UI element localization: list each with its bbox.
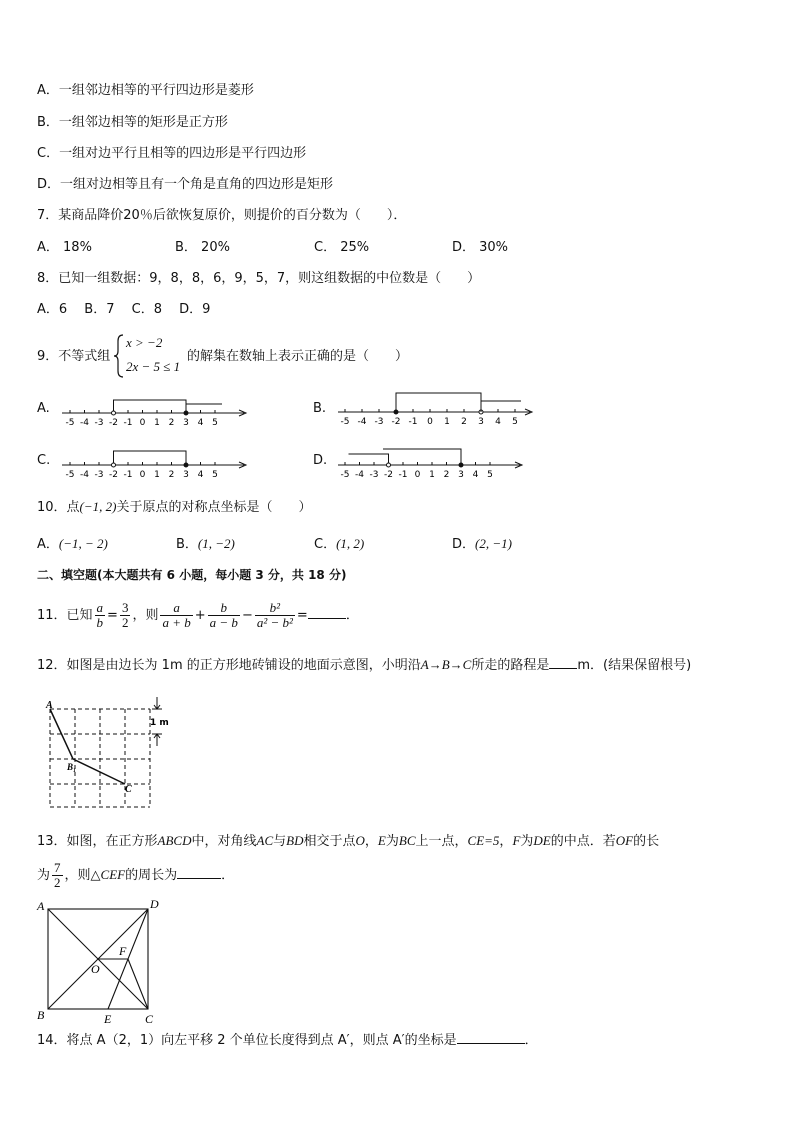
q13-period: ． [221, 868, 235, 883]
number-line-b [336, 385, 536, 429]
q14-answer-blank[interactable] [457, 1030, 525, 1044]
q10-option-a-label: A． [37, 537, 59, 552]
q13-t3: 与 [273, 834, 287, 849]
tick-label: 1 [444, 417, 450, 427]
q11-answer-blank[interactable] [308, 605, 346, 619]
q10-option-a-value: (−1, − 2) [58, 536, 108, 551]
q12-stem-a: 12．如图是由边长为 1m 的正方形地砖铺设的地面示意图，小明沿 [37, 658, 421, 673]
q11-frac-ab-num: a [96, 600, 104, 615]
q9-label-c: C. [37, 453, 51, 468]
tick-label: -1 [408, 417, 418, 427]
q13-label-d: D [150, 897, 159, 911]
q13-t2: 中，对角线 [191, 834, 257, 849]
q9-prefix: 9．不等式组 [37, 349, 111, 364]
number-line-d [336, 445, 526, 481]
q11-frac-3 [160, 601, 192, 630]
q13-t6: 为 [385, 834, 399, 849]
tick-label: 3 [183, 418, 189, 428]
q12-path-line [50, 709, 125, 784]
q13-e: E [377, 833, 386, 848]
tick-label: -1 [123, 470, 133, 480]
q11-frac-32 [120, 601, 131, 630]
tick-label: -2 [109, 418, 118, 428]
q13-bd: BD [286, 833, 304, 848]
q13-de: DE [533, 833, 551, 848]
q10-option-d-value: (2, −1) [475, 536, 512, 551]
q11-frac-ab [95, 601, 106, 630]
q13-t12: 为 [37, 868, 51, 883]
q13-of: OF [615, 833, 634, 848]
tick-label: -3 [369, 470, 379, 480]
tick-label: -1 [123, 418, 133, 428]
tick-label: 5 [212, 470, 218, 480]
open-point [387, 463, 391, 467]
tick-label: -1 [398, 470, 408, 480]
q7-option-d: D． 30% [452, 240, 509, 255]
q13-t8: ， [499, 834, 513, 849]
solution-ray [186, 404, 222, 413]
q11-prefix: 11．已知 [37, 608, 93, 623]
tick-label: -3 [374, 417, 384, 427]
tick-label: 1 [154, 418, 160, 428]
solution-range [396, 393, 481, 412]
tick-label: 3 [478, 417, 484, 427]
solution-range [114, 451, 187, 465]
q13-segment-fc [128, 959, 148, 1009]
q6-option-c: C．一组对边平行且相等的四边形是平行四边形 [37, 146, 307, 161]
tick-label: 4 [495, 417, 501, 427]
q12-answer-blank[interactable] [549, 655, 577, 669]
q6-option-d: D．一组对边相等且有一个角是直角的四边形是矩形 [37, 177, 334, 192]
tick-label: 3 [458, 470, 464, 480]
tick-label: -5 [340, 470, 350, 480]
q13-t10: 的中点．若 [550, 834, 616, 849]
solution-ray [383, 449, 461, 465]
tick-label: 2 [461, 417, 467, 427]
closed-point [459, 463, 463, 467]
tick-label: -2 [391, 417, 401, 427]
q10-option-c-label: C． [314, 537, 337, 552]
q9-suffix: 的解集在数轴上表示正确的是（ ） [187, 349, 409, 364]
tick-label: -5 [340, 417, 350, 427]
q10-option-d [452, 535, 512, 554]
q7-option-a: A． 18% [37, 240, 92, 255]
section-heading: 二、填空题(本大题共有 6 小题，每小题 3 分，共 18 分) [37, 568, 347, 582]
q13-t13: ，则 [64, 868, 91, 883]
q13-line2 [37, 858, 234, 894]
tick-label: 5 [212, 418, 218, 428]
tick-label: -2 [109, 470, 118, 480]
q10-point: (−1, 2) [79, 499, 117, 514]
q12-stem-c: m．(结果保留根号) [577, 658, 692, 673]
q9-ineq-1: x > −2 [126, 335, 163, 350]
q12-stem [37, 655, 691, 675]
tick-label: -5 [65, 470, 75, 480]
q12-path: A→B→C [420, 657, 472, 672]
q11-frac-3-den: a + b [162, 615, 191, 630]
q10-option-b-label: B． [176, 537, 198, 552]
q13-frac [52, 861, 63, 890]
q13-label-e: E [104, 1012, 112, 1025]
tick-label: 0 [139, 418, 146, 428]
q11-frac-3-num: a [160, 601, 192, 616]
q13-square-figure [36, 897, 166, 1025]
q11-plus: + [194, 608, 206, 623]
tick-label: -3 [94, 418, 104, 428]
q10-option-b-value: (1, −2) [197, 536, 235, 551]
q13-frac-den: 2 [54, 875, 61, 890]
tick-label: 5 [487, 470, 493, 480]
q13-tri: △CEF [90, 867, 126, 882]
q13-t5: ， [364, 834, 378, 849]
q13-t9: 为 [520, 834, 534, 849]
tick-label: 2 [168, 418, 175, 428]
open-point [112, 463, 116, 467]
q13-bc: BC [398, 833, 416, 848]
tick-label: 5 [512, 417, 518, 427]
q11-frac-4 [208, 601, 240, 630]
solution-ray [349, 454, 389, 465]
q12-stem-b: 所走的路程是 [471, 658, 550, 673]
q8-stem: 8．已知一组数据：9，8，8，6，9，5，7，则这组数据的中位数是（ ） [37, 271, 481, 286]
q13-label-o: O [91, 962, 100, 976]
q13-t1: 13．如图，在正方形 [37, 834, 158, 849]
q10-stem [37, 498, 312, 517]
tick-label: -5 [65, 418, 75, 428]
q13-label-a: A [37, 899, 45, 913]
tick-label: 4 [472, 470, 479, 480]
q13-abcd: ABCD [157, 833, 192, 848]
q9-label-a: A. [37, 401, 50, 416]
q13-o: O [355, 833, 365, 848]
q13-frac-num: 7 [54, 860, 61, 875]
q13-line1 [37, 832, 659, 851]
q13-t11: 的长 [633, 834, 660, 849]
q11-frac-4-den: a − b [209, 615, 238, 630]
q11-mid: ，则 [132, 608, 159, 623]
q8-options: A．6 B．7 C．8 D．9 [37, 302, 211, 317]
q13-f: F [512, 833, 521, 848]
q13-ce5: CE=5 [467, 833, 500, 848]
tick-label: -3 [94, 470, 104, 480]
q11-period: ． [345, 608, 359, 623]
q13-t7: 上一点， [415, 834, 468, 849]
tick-label: 1 [154, 470, 160, 480]
q12-label-b: B₁ [67, 762, 77, 772]
q13-label-c: C [145, 1012, 154, 1025]
q9-label-b: B. [313, 401, 327, 416]
tick-label: -4 [357, 417, 367, 427]
q11-minus: − [241, 608, 253, 623]
tick-label: 2 [168, 470, 175, 480]
tick-label: -4 [80, 470, 89, 480]
closed-point [184, 463, 188, 467]
tick-label: 4 [197, 470, 204, 480]
tick-label: -4 [355, 470, 364, 480]
q11-frac-5-den: a² − b² [256, 615, 293, 630]
q6-option-a: A．一组邻边相等的平行四边形是菱形 [37, 83, 254, 98]
q14-stem: 14．将点 A（2，1）向左平移 2 个单位长度得到点 A′，则点 A′的坐标是 [37, 1033, 457, 1048]
number-line-c [60, 445, 250, 481]
q9-ineq-2: 2x − 5 ≤ 1 [126, 359, 181, 374]
q7-stem: 7．某商品降价20％后欲恢复原价，则提价的百分数为（ ）． [37, 208, 407, 223]
tick-label: 0 [139, 470, 146, 480]
q11-frac-ab-den: b [96, 615, 104, 630]
q12-label-c: C [125, 784, 132, 795]
q7-option-c: C． 25% [314, 240, 370, 255]
q12-label-a: A [46, 700, 53, 711]
q11-frac-5 [255, 601, 295, 630]
q11-frac-32-num: 3 [121, 600, 129, 615]
q6-option-b: B．一组邻边相等的矩形是正方形 [37, 115, 228, 130]
q12-grid [50, 709, 150, 807]
tick-label: 3 [183, 470, 189, 480]
q12-grid-figure [40, 694, 170, 814]
tick-label: -4 [80, 418, 89, 428]
tick-label: 1 [429, 470, 435, 480]
q10-prefix: 10．点 [37, 500, 80, 515]
q13-label-f: F [119, 944, 127, 958]
open-point [112, 411, 116, 415]
q13-t14: 的周长为 [125, 868, 178, 883]
tick-label: 0 [414, 470, 421, 480]
q12-unit-label: 1 m [150, 718, 169, 728]
q14-period: ． [524, 1033, 538, 1048]
tick-label: 0 [427, 417, 433, 427]
q10-option-c [314, 535, 364, 554]
q11-frac-5-num: b² [255, 601, 295, 616]
q13-ac: AC [256, 833, 274, 848]
q10-option-b [176, 535, 235, 554]
closed-point [394, 410, 398, 414]
tick-label: -2 [384, 470, 393, 480]
q13-answer-blank[interactable] [177, 865, 221, 879]
q14 [37, 1030, 538, 1050]
solution-range [114, 400, 187, 413]
q11-frac-4-num: b [208, 601, 240, 616]
q7-option-b: B． 20% [175, 240, 230, 255]
brace-icon [113, 333, 125, 379]
q10-option-a [37, 535, 108, 554]
q10-option-c-value: (1, 2) [336, 536, 365, 551]
q9-label-d: D. [313, 453, 328, 468]
number-line-a [60, 393, 250, 429]
tick-label: 2 [443, 470, 450, 480]
q11-frac-32-den: 2 [121, 615, 129, 630]
tick-label: 4 [197, 418, 204, 428]
q11-end: = [296, 608, 308, 623]
q11 [37, 600, 359, 634]
q10-suffix: 关于原点的对称点坐标是（ ） [116, 500, 312, 515]
q13-label-b: B [37, 1008, 45, 1022]
q11-eq1: = [107, 608, 118, 623]
q13-t4: 相交于点 [303, 834, 356, 849]
q10-option-d-label: D． [452, 537, 476, 552]
